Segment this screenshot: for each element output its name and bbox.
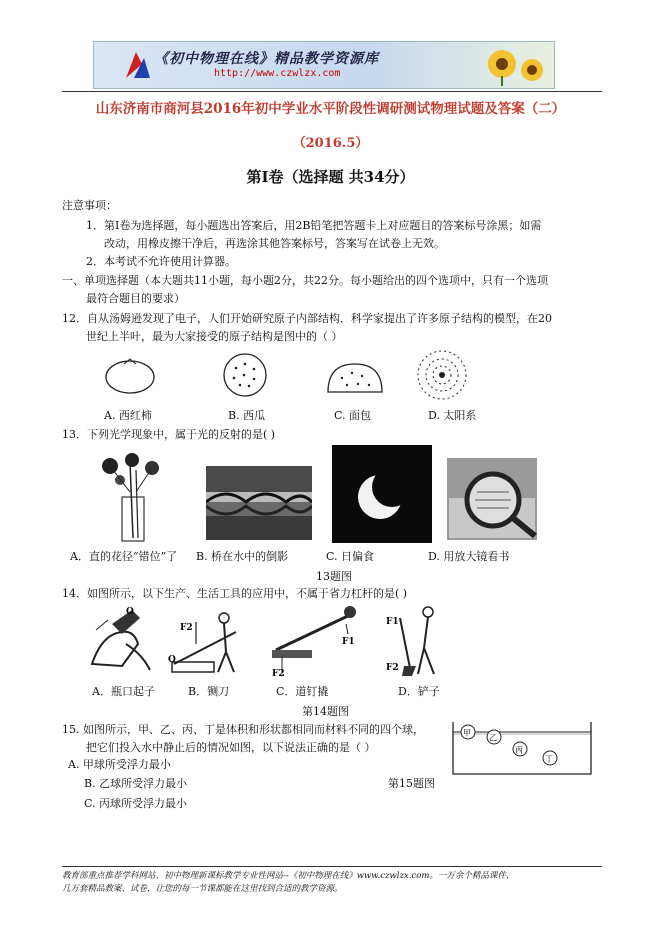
- footer-divider: [62, 866, 602, 867]
- notes-heading: 注意事项：: [62, 199, 117, 212]
- ball-yi-label: 乙: [489, 733, 497, 743]
- sunflower-icon: [480, 44, 550, 86]
- guillotine-cutter-figure: [166, 604, 244, 678]
- footer: [62, 870, 602, 896]
- q13-option-b: B. 桥在水中的倒影: [196, 550, 289, 563]
- tomato-model-icon: [100, 355, 160, 397]
- site-logo-icon: [122, 48, 152, 82]
- q12-option-c: C. 面包: [334, 409, 372, 422]
- q14-option-d: D．铲子: [398, 685, 440, 698]
- ball-bing-label: 丙: [515, 745, 523, 755]
- q15-option-a: A. 甲球所受浮力最小: [68, 758, 171, 771]
- section-1-line-1: 一、单项选择题（本大题共11小题，每小题2分，共22分。每小题给出的四个选项中，只有一个选项: [62, 274, 548, 287]
- force-f1-label: F1: [386, 617, 399, 627]
- shovel-figure: [384, 604, 448, 680]
- q13-option-a: A．直的花径“错位”了: [70, 550, 178, 563]
- note-2: 2．本考试不允许使用计算器。: [86, 255, 236, 268]
- q14-stem: 14．如图所示，以下生产、生活工具的应用中，不属于省力杠杆的是( ): [62, 587, 408, 600]
- partial-solar-eclipse-photo: [332, 445, 432, 543]
- q15-caption: 第15题图: [388, 777, 435, 790]
- q15-option-c: C. 丙球所受浮力最小: [84, 797, 188, 810]
- q12-line-1: 12．自从汤姆逊发现了电子，人们开始研究原子内部结构．科学家提出了许多原子结构的模型，在20: [62, 312, 552, 325]
- q12-option-d: D. 太阳系: [428, 409, 477, 422]
- q12-option-b: B. 西瓜: [228, 409, 266, 422]
- footer-line-1: 教育部重点推荐学科网站、初中物理新课标教学专业性网站--《初中物理在线》www.czwlzx.com。一万余个精品课件、: [62, 871, 515, 881]
- force-f2-label: F2: [180, 623, 193, 633]
- q14-option-a: A．瓶口起子: [92, 685, 155, 698]
- q13-option-c: C. 日偏食: [326, 550, 375, 563]
- force-f2-label: F2: [272, 669, 285, 679]
- part-heading: 第Ⅰ卷（选择题 共34分）: [246, 168, 415, 186]
- q12-line-2: 世纪上半叶，最为大家接受的原子结构是图中的（ ）: [86, 330, 343, 343]
- floating-balls-figure: [450, 720, 594, 776]
- watermelon-model-icon: [218, 350, 272, 400]
- q15-option-b: B. 乙球所受浮力最小: [84, 777, 188, 790]
- flower-in-vase-photo: [94, 452, 166, 542]
- site-banner: [93, 41, 555, 89]
- force-f1-label: F1: [342, 637, 355, 647]
- q13-option-d: D. 用放大镜看书: [428, 550, 510, 563]
- bridge-reflection-photo: [206, 466, 312, 540]
- bottle-opener-figure: [82, 604, 158, 678]
- footer-line-2: 几万套精品教案、试卷，让您的每一节课都能在这里找到合适的教学资源。: [62, 884, 343, 894]
- magnifier-reading-photo: [447, 458, 537, 540]
- force-f2-label: F2: [386, 663, 399, 673]
- q13-stem: 13．下列光学现象中，属于光的反射的是( ): [62, 428, 276, 441]
- q14-option-b: B．铡刀: [188, 685, 230, 698]
- q15-line-1: 15. 如图所示，甲、乙、丙、丁是体积和形状都相同而材料不同的四个球，: [62, 723, 424, 736]
- solar-system-model-icon: [415, 348, 469, 402]
- q14-caption: 第14题图: [302, 705, 349, 718]
- q15-line-2: 把它们投入水中静止后的情况如图，以下说法正确的是（ ）: [86, 741, 376, 754]
- q13-caption: 13题图: [316, 570, 352, 583]
- ball-ding-label: 丁: [545, 754, 553, 764]
- banner-url[interactable]: http://www.czwlzx.com: [214, 68, 341, 79]
- ball-jia-label: 甲: [463, 728, 471, 738]
- q12-option-a: A. 西红柿: [104, 409, 152, 422]
- banner-title: 《初中物理在线》精品教学资源库: [154, 51, 379, 67]
- header-divider: [62, 91, 602, 92]
- fulcrum-label: O: [126, 607, 134, 617]
- note-1-line-2: 改动，用橡皮擦干净后，再选涂其他答案标号，答案写在试卷上无效。: [104, 237, 445, 250]
- section-1-line-2: 最符合题目的要求）: [86, 292, 185, 305]
- track-crowbar-figure: [266, 600, 366, 680]
- bread-model-icon: [322, 358, 388, 398]
- page-title: 山东济南市商河县2016年初中学业水平阶段性调研测试物理试题及答案（二）: [95, 101, 566, 117]
- fulcrum-label: O: [168, 655, 176, 665]
- q14-option-c: C．道钉撬: [276, 685, 329, 698]
- note-1-line-1: 1．第Ⅰ卷为选择题，每小题选出答案后，用2B铅笔把答题卡上对应题目的答案标号涂黑；如需: [86, 219, 542, 232]
- exam-date: （2016.5）: [292, 136, 369, 151]
